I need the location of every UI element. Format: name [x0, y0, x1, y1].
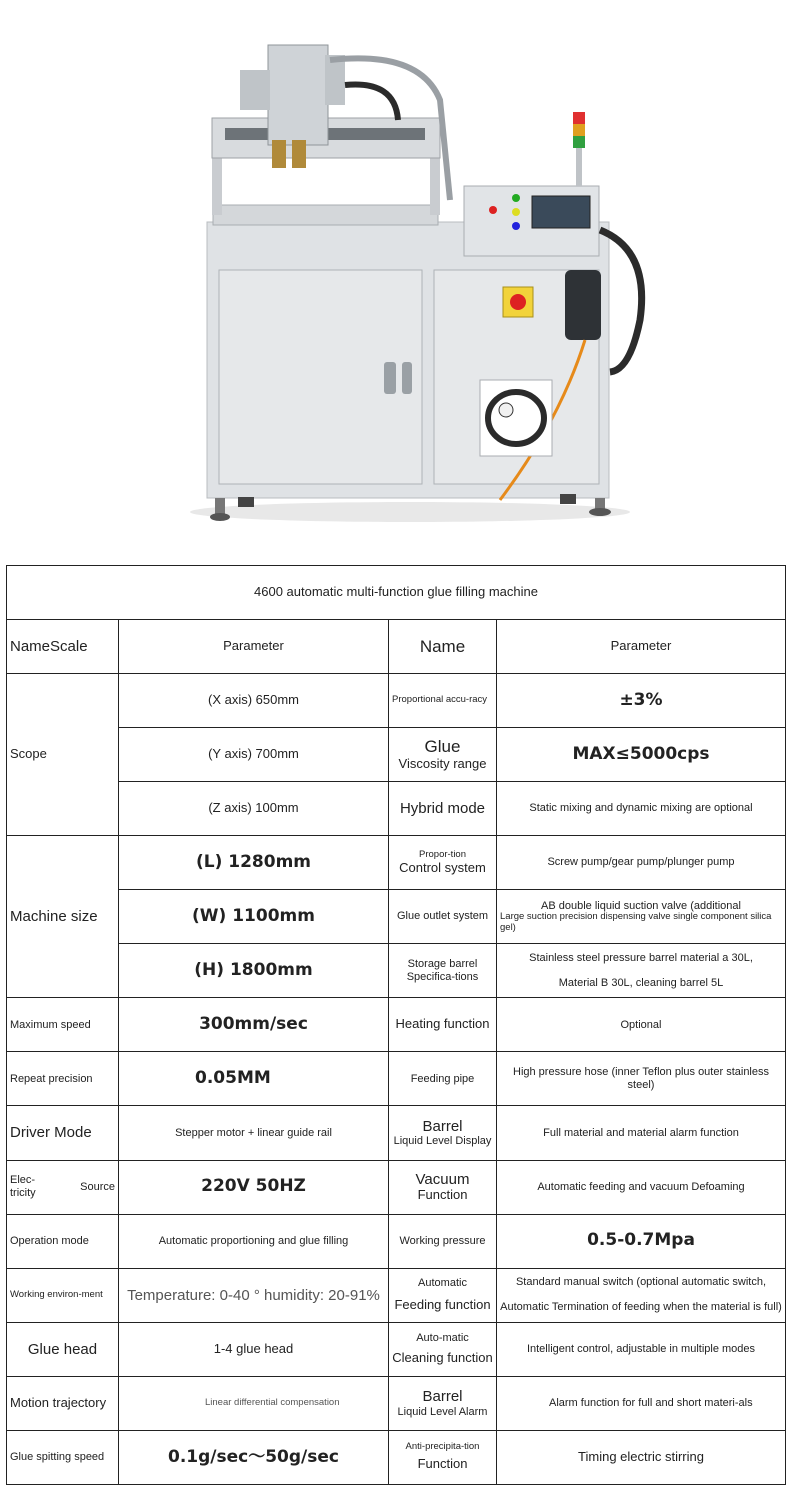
motion-trajectory-name: Motion trajectory [7, 1376, 119, 1430]
auto-feeding-val-line1: Standard manual switch (optional automatic switch, [515, 1276, 767, 1289]
max-speed-value: 300mm/sec [119, 998, 389, 1052]
vacuum-line2: Function [417, 1187, 468, 1203]
anti-precip-name [389, 1430, 497, 1484]
header-name-scale: NameScale [7, 620, 119, 674]
auto-feeding-line1: Automatic [418, 1277, 467, 1290]
feeding-pipe-name: Feeding pipe [389, 1052, 497, 1106]
operation-mode-value: Automatic proportioning and glue filling [119, 1214, 389, 1268]
header-parameter-left: Parameter [119, 620, 389, 674]
vacuum-line1: Vacuum [415, 1170, 470, 1188]
auto-feeding-name [389, 1268, 497, 1322]
glue-viscosity-value: MAX≤5000cps [497, 728, 786, 782]
storage-line2: Specifica-tions [406, 970, 479, 983]
glue-name-line2: Viscosity range [398, 755, 487, 771]
machine-size-label: Machine size [7, 836, 119, 998]
barrel-alarm-line2: Liquid Level Alarm [397, 1405, 488, 1418]
size-w: (W) 1100mm [119, 890, 389, 944]
repeat-precision-name: Repeat precision [7, 1052, 119, 1106]
vacuum-value: Automatic feeding and vacuum Defoaming [497, 1160, 786, 1214]
prop-accuracy-value: ±3% [497, 674, 786, 728]
machine-photo [0, 0, 790, 540]
outlet-system-value [497, 890, 786, 944]
prop-control-line2: Control system [399, 859, 486, 875]
heating-value: Optional [497, 998, 786, 1052]
working-pressure-value: 0.5-0.7Mpa [497, 1214, 786, 1268]
electricity-name [7, 1160, 119, 1214]
electricity-line2: Source [80, 1180, 115, 1193]
outlet-line2: Large suction precision dispensing valve single component silica gel) [500, 911, 772, 934]
table-title: 4600 automatic multi-function glue filling machine [7, 566, 786, 620]
working-env-name: Working environ-ment [7, 1268, 119, 1322]
motion-trajectory-value: Linear differential compensation [119, 1376, 389, 1430]
max-speed-name: Maximum speed [7, 998, 119, 1052]
auto-cleaning-name [389, 1322, 497, 1376]
barrel-display-line1: Barrel [422, 1118, 463, 1136]
electricity-value: 220V 50HZ [119, 1160, 389, 1214]
outlet-line1: AB double liquid suction valve (additional [541, 899, 741, 912]
feeding-pipe-value: High pressure hose (inner Teflon plus outer stainless steel) [497, 1052, 786, 1106]
driver-mode-name: Driver Mode [7, 1106, 119, 1160]
header-parameter-right: Parameter [497, 620, 786, 674]
anti-precip-value: Timing electric stirring [497, 1430, 786, 1484]
scope-x: (X axis) 650mm [119, 674, 389, 728]
driver-mode-value: Stepper motor + linear guide rail [119, 1106, 389, 1160]
auto-feeding-val-line2: Automatic Termination of feeding when the material is full) [500, 1301, 782, 1314]
storage-line1: Storage barrel [407, 958, 478, 971]
spec-table [6, 565, 785, 1485]
barrel-alarm-line1: Barrel [422, 1388, 463, 1406]
spit-speed-value: 0.1g/sec～50g/sec [119, 1430, 389, 1484]
glue-viscosity-name [389, 728, 497, 782]
repeat-precision-value: 0.05MM [119, 1052, 389, 1106]
working-env-value: Temperature: 0-40 ° humidity: 20-91% [119, 1268, 389, 1322]
size-h: (H) 1800mm [119, 944, 389, 998]
outlet-system-name: Glue outlet system [389, 890, 497, 944]
anti-precip-line2: Function [417, 1456, 468, 1472]
storage-barrel-value [497, 944, 786, 998]
barrel-display-name [389, 1106, 497, 1160]
storage-val-line2: Material B 30L, cleaning barrel 5L [558, 976, 724, 989]
storage-val-line1: Stainless steel pressure barrel material a 30L, [529, 952, 753, 965]
barrel-alarm-value: Alarm function for full and short materi-als [497, 1376, 786, 1430]
working-pressure-name: Working pressure [389, 1214, 497, 1268]
scope-z: (Z axis) 100mm [119, 782, 389, 836]
barrel-display-line2: Liquid Level Display [393, 1135, 492, 1148]
spit-speed-name: Glue spitting speed [7, 1430, 119, 1484]
prop-control-line1: Propor-tion [419, 848, 466, 860]
glue-head-name: Glue head [7, 1322, 119, 1376]
barrel-alarm-name [389, 1376, 497, 1430]
vacuum-name [389, 1160, 497, 1214]
hybrid-mode-name: Hybrid mode [389, 782, 497, 836]
auto-cleaning-line1: Auto-matic [416, 1332, 469, 1345]
auto-cleaning-value: Intelligent control, adjustable in multiple modes [497, 1322, 786, 1376]
prop-control-name [389, 836, 497, 890]
anti-precip-line1: Anti-precipita-tion [405, 1441, 480, 1453]
size-l: (L) 1280mm [119, 836, 389, 890]
storage-barrel-name [389, 944, 497, 998]
header-name: Name [389, 620, 497, 674]
scope-label: Scope [7, 674, 119, 836]
prop-accuracy-name: Proportional accu-racy [389, 674, 497, 728]
auto-feeding-line2: Feeding function [394, 1296, 491, 1312]
glue-name-line1: Glue [424, 737, 461, 757]
hybrid-mode-value: Static mixing and dynamic mixing are optional [497, 782, 786, 836]
electricity-line1: Elec-tricity [10, 1174, 36, 1200]
heating-name: Heating function [389, 998, 497, 1052]
glue-head-value: 1-4 glue head [119, 1322, 389, 1376]
auto-cleaning-line2: Cleaning function [392, 1350, 493, 1366]
barrel-display-value: Full material and material alarm function [497, 1106, 786, 1160]
prop-control-value: Screw pump/gear pump/plunger pump [497, 836, 786, 890]
auto-feeding-value [497, 1268, 786, 1322]
operation-mode-name: Operation mode [7, 1214, 119, 1268]
scope-y: (Y axis) 700mm [119, 728, 389, 782]
